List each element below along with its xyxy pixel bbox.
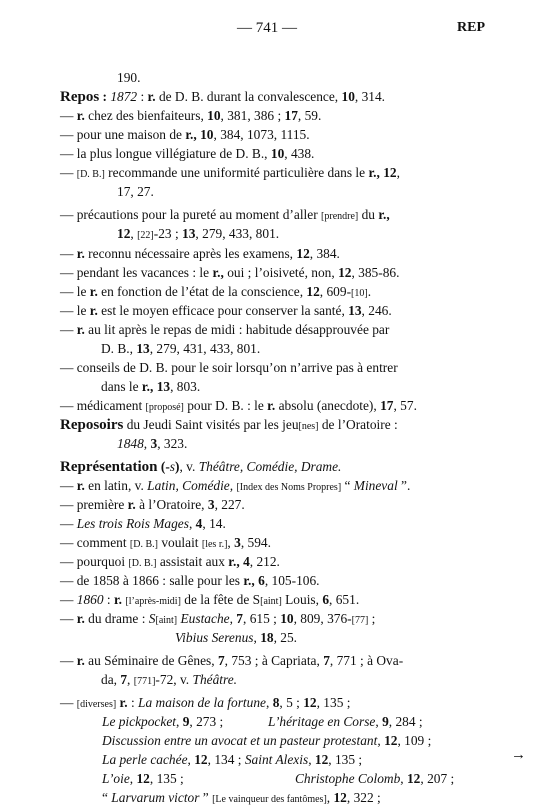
line-segment: chez des bienfaiteurs, [84, 108, 208, 123]
line-segment: D. B., [101, 341, 137, 356]
line-segment: — précautions pour la pureté au moment d’aller [60, 207, 322, 222]
line-segment: Larvarum victor [111, 790, 200, 805]
index-line [60, 125, 310, 144]
index-line [60, 571, 320, 590]
line-segment: [nes] [298, 421, 319, 432]
line-segment: 7 [120, 672, 128, 687]
line-segment: , [129, 771, 137, 786]
line-segment: , 135 ; [316, 695, 351, 710]
line-segment: 6 [322, 592, 330, 607]
line-segment: 18 [260, 630, 274, 645]
line-segment: [aint] [155, 615, 178, 626]
line-segment: — [60, 695, 77, 710]
index-line [60, 358, 398, 377]
line-segment: , [326, 790, 334, 805]
line-segment: du drame : [84, 611, 149, 626]
line-segment: r., [185, 127, 197, 142]
line-segment: , 771 ; à Ova- [329, 653, 404, 668]
index-line [60, 301, 392, 320]
index-line [60, 396, 417, 417]
line-segment: Vibius Serenus [175, 630, 254, 645]
line-segment: , [143, 436, 151, 451]
line-segment: recommande une uniformité particulière dans le [104, 165, 369, 180]
line-segment: [Le vainqueur des fantômes] [212, 794, 327, 805]
line-segment: — la plus longue villégiature de D. B., [60, 146, 271, 161]
line-segment: , [187, 752, 195, 767]
line-segment: 12 [303, 695, 317, 710]
line-segment: , 594. [240, 535, 271, 550]
line-segment: 17 [284, 108, 298, 123]
line-segment: 8 [272, 695, 280, 710]
line-segment: 9 [182, 714, 190, 729]
line-segment: r. [267, 398, 276, 413]
line-segment: Mineval [353, 478, 398, 493]
index-line [60, 163, 400, 184]
index-line [60, 106, 321, 125]
line-segment: “ [102, 790, 112, 805]
index-line [60, 205, 390, 226]
index-line [60, 651, 403, 670]
line-segment: , 323. [157, 436, 188, 451]
line-segment: r., [141, 379, 154, 394]
line-segment: — comment [60, 535, 130, 550]
line-segment: — conseils de D. B. pour le soir lorsqu’on n’arrive pas à entrer [60, 360, 398, 375]
line-segment: r. [76, 322, 85, 337]
index-line [295, 769, 454, 788]
line-segment: , 279, 431, 433, 801. [149, 341, 261, 356]
line-segment: au Séminaire de Gênes, [84, 653, 218, 668]
line-segment: 3 [234, 535, 241, 550]
line-segment: , 381, 386 ; [220, 108, 285, 123]
line-segment: , 279, 433, 801. [195, 226, 280, 241]
line-segment: r. [127, 497, 136, 512]
line-segment: 6 [258, 573, 265, 588]
line-segment: voulait [157, 535, 202, 550]
line-segment: [D. B.] [129, 539, 158, 550]
line-segment: Les trois Rois Mages [76, 516, 189, 531]
line-segment: [prendre] [321, 211, 359, 222]
line-segment: s [169, 459, 175, 474]
line-segment: r. [76, 108, 85, 123]
line-segment: dans le [101, 379, 142, 394]
index-line [268, 712, 423, 731]
line-segment: r. [76, 478, 85, 493]
line-segment: , 246. [361, 303, 392, 318]
line-segment: , [253, 630, 261, 645]
line-segment: est le moyen efficace pour conserver la santé, [97, 303, 349, 318]
line-segment: , [188, 516, 196, 531]
index-line [60, 514, 226, 533]
page-header [0, 18, 547, 38]
line-segment: La perle cachée [102, 752, 188, 767]
line-segment: 12 [338, 265, 352, 280]
line-segment: 12 [333, 790, 347, 805]
index-line [60, 693, 350, 714]
line-segment: — pendant les vacances : le [60, 265, 213, 280]
line-segment: absolu (anecdote), [275, 398, 381, 413]
line-segment: , 651. [329, 592, 360, 607]
line-segment: 1872 [110, 89, 138, 104]
line-segment: r. [89, 303, 98, 318]
line-segment: 12 [306, 284, 320, 299]
line-segment: , 322 ; [346, 790, 381, 805]
index-line [60, 533, 271, 554]
line-segment: Eustache [180, 611, 230, 626]
line-segment: , 212. [249, 554, 280, 569]
line-segment: L’oie [102, 771, 130, 786]
line-segment: 12 [406, 771, 421, 786]
line-segment: — première [60, 497, 128, 512]
line-segment: 4 [195, 516, 203, 531]
line-segment: , 135 ; [328, 752, 363, 767]
line-segment: du [358, 207, 379, 222]
line-segment: , 135 ; [149, 771, 184, 786]
line-segment: oui ; l’oisiveté, non, [223, 265, 339, 280]
line-segment: — [60, 516, 77, 531]
line-segment: 7 [236, 611, 243, 626]
line-segment: Christophe Colomb [295, 771, 401, 786]
line-segment: . [367, 284, 372, 299]
line-segment: , [377, 733, 385, 748]
line-segment: r. [119, 695, 128, 710]
line-segment: , [396, 165, 400, 180]
line-segment: , 57. [393, 398, 417, 413]
index-line [101, 670, 237, 691]
line-segment: r. [76, 653, 85, 668]
line-segment: : [103, 592, 114, 607]
line-segment: de la fête de S [180, 592, 261, 607]
line-segment: — de 1858 à 1866 : salle pour les [60, 573, 244, 588]
line-segment: r. [147, 89, 156, 104]
line-segment: — le [60, 284, 90, 299]
line-segment: 13 [156, 379, 171, 394]
line-segment: 7 [323, 653, 330, 668]
index-line [60, 87, 385, 107]
line-segment: r. [76, 246, 85, 261]
line-segment: 9 [382, 714, 389, 729]
line-segment: Louis, [281, 592, 323, 607]
line-segment: 17, 27. [117, 184, 154, 199]
line-segment: — [60, 478, 77, 493]
line-segment: au lit après le repas de midi : habitude désapprouvée par [84, 322, 390, 337]
line-segment: [diverses] [76, 699, 117, 710]
line-segment: , [130, 226, 138, 241]
line-segment: [771] [133, 676, 156, 687]
line-segment: 12 [194, 752, 208, 767]
line-segment: [l’après-midi] [125, 596, 181, 607]
line-segment: en fonction de l’état de la conscience, [97, 284, 307, 299]
index-line [60, 457, 341, 477]
line-segment: [77] [351, 615, 369, 626]
line-segment: ”. [397, 478, 411, 493]
line-segment: , v. [179, 459, 199, 474]
line-segment: du Jeudi Saint visités par les jeu [123, 417, 299, 432]
index-line [60, 415, 398, 436]
line-segment: , 615 ; [243, 611, 281, 626]
line-segment: : [127, 695, 139, 710]
line-segment: (- [160, 459, 170, 474]
line-segment: , [308, 752, 315, 767]
running-title: REP [457, 20, 485, 35]
index-line [102, 788, 381, 809]
index-line [60, 320, 389, 339]
line-segment: , 109 ; [397, 733, 432, 748]
line-segment: — médicament [60, 398, 146, 413]
index-line [60, 476, 410, 497]
line-segment: ) [175, 459, 180, 474]
line-segment: — [60, 246, 77, 261]
line-segment: [22] [137, 230, 154, 241]
line-segment: ; [368, 611, 376, 626]
index-line [102, 769, 184, 788]
line-segment: , [127, 672, 134, 687]
index-line [60, 590, 359, 611]
line-segment: , 134 ; [207, 752, 245, 767]
line-segment: , 385-86. [351, 265, 400, 280]
line-segment: [aint] [260, 596, 282, 607]
line-segment: , 284 ; [388, 714, 423, 729]
line-segment: La maison de la fortune [138, 695, 266, 710]
page-number: — 741 — [237, 20, 297, 36]
line-segment: 3 [150, 436, 158, 451]
line-segment: 12 [296, 246, 310, 261]
line-segment: 12 [384, 733, 398, 748]
line-segment: , 314. [354, 89, 386, 104]
index-line [60, 552, 280, 573]
line-segment: , [229, 611, 237, 626]
line-segment: à l’Oratoire, [135, 497, 208, 512]
line-segment: — [60, 592, 77, 607]
line-segment: , [400, 771, 407, 786]
index-line [60, 263, 399, 282]
line-segment: [D. B.] [128, 558, 157, 569]
line-segment: — [60, 611, 77, 626]
index-line [117, 182, 154, 201]
line-segment: 13 [182, 226, 196, 241]
line-segment: 12 [136, 771, 150, 786]
index-line [101, 339, 260, 358]
line-segment: Repos [60, 89, 100, 105]
index-line [117, 68, 140, 87]
line-segment: — [60, 108, 77, 123]
index-line [60, 495, 245, 514]
line-segment: -23 ; [153, 226, 183, 241]
line-segment: [Index des Noms Propres] [236, 482, 342, 493]
line-segment: de l’Oratoire : [318, 417, 398, 432]
line-segment: Le pickpocket [102, 714, 176, 729]
line-segment: Saint Alexis [244, 752, 309, 767]
line-segment: : [99, 89, 111, 104]
index-line [60, 144, 314, 163]
line-segment: 10 [270, 146, 285, 161]
line-segment: r. [113, 592, 123, 607]
index-line [175, 628, 297, 647]
line-segment: da, [101, 672, 121, 687]
line-segment: 12 [117, 226, 131, 241]
line-segment: , 753 ; à Capriata, [224, 653, 324, 668]
line-segment: , 227. [214, 497, 245, 512]
line-segment: r., [228, 554, 240, 569]
line-segment: [D. B.] [76, 169, 105, 180]
line-segment: r., [368, 165, 380, 180]
line-segment: — le [60, 303, 90, 318]
line-segment: S [148, 611, 156, 626]
line-segment: — [60, 165, 77, 180]
index-line [117, 434, 187, 453]
line-segment: r., [378, 207, 390, 222]
line-segment: , 25. [273, 630, 298, 645]
line-segment: , 384. [309, 246, 340, 261]
index-line [101, 377, 200, 396]
line-segment: 7 [217, 653, 225, 668]
line-segment: [10] [351, 288, 368, 299]
line-segment: — [60, 322, 77, 337]
line-segment: — pour une maison de [60, 127, 186, 142]
line-segment: , 809, 376- [293, 611, 352, 626]
line-segment: , 207 ; [420, 771, 455, 786]
line-segment: , [266, 695, 273, 710]
line-segment: , 105-106. [264, 573, 320, 588]
line-segment: Théâtre, Comédie, Drame. [198, 459, 342, 474]
line-segment: Reposoirs [60, 417, 124, 433]
line-segment: 10 [200, 127, 214, 142]
line-segment: , 5 ; [279, 695, 304, 710]
line-segment: , [227, 535, 235, 550]
index-line [102, 750, 362, 769]
line-segment: 10 [341, 89, 355, 104]
index-line [60, 609, 375, 630]
continuation-arrow-icon: → [511, 747, 526, 763]
line-segment: 12 [383, 165, 397, 180]
line-segment: [les r.] [201, 539, 228, 550]
line-segment: r., [243, 573, 255, 588]
line-segment: Discussion entre un avocat et un pasteur protestant [102, 733, 378, 748]
line-segment: r. [89, 284, 98, 299]
line-segment: r., [212, 265, 224, 280]
line-segment: 13 [348, 303, 362, 318]
line-segment: ” [199, 790, 213, 805]
line-segment: 1860 [76, 592, 104, 607]
line-segment: 10 [207, 108, 221, 123]
line-segment: pour D. B. : le [183, 398, 268, 413]
line-segment: 10 [280, 611, 294, 626]
line-segment: , 14. [202, 516, 226, 531]
line-segment: 190. [117, 70, 141, 85]
line-segment: de D. B. durant la convalescence, [155, 89, 342, 104]
line-segment: 4 [243, 554, 250, 569]
line-segment: , 609- [319, 284, 352, 299]
index-line [102, 731, 431, 750]
line-segment: “ [341, 478, 354, 493]
line-segment: — [60, 653, 77, 668]
line-segment: , 384, 1073, 1115. [213, 127, 310, 142]
index-line [60, 244, 340, 263]
line-segment: 13 [136, 341, 150, 356]
line-segment: : [137, 89, 148, 104]
line-segment: -72, v. [155, 672, 193, 687]
line-segment: 3 [207, 497, 215, 512]
line-segment: , 273 ; [189, 714, 224, 729]
line-segment: Latin, Comédie, [147, 478, 234, 493]
line-segment: , [175, 714, 183, 729]
line-segment: L’héritage en Corse [268, 714, 376, 729]
line-segment: reconnu nécessaire après les examens, [84, 246, 297, 261]
line-segment: , 59. [297, 108, 322, 123]
line-segment: en latin, v. [84, 478, 148, 493]
index-line [102, 712, 223, 731]
line-segment: r. [76, 611, 85, 626]
line-segment: 1848 [117, 436, 144, 451]
line-segment: 12 [314, 752, 329, 767]
line-segment: assistait aux [156, 554, 229, 569]
line-segment: Représentation [60, 459, 158, 475]
line-segment: , 803. [170, 379, 201, 394]
line-segment: [proposé] [145, 402, 184, 413]
line-segment: , [375, 714, 383, 729]
line-segment: Théâtre. [192, 672, 238, 687]
line-segment: 17 [380, 398, 394, 413]
index-line [117, 224, 279, 245]
line-segment: , 438. [284, 146, 315, 161]
line-segment: — pourquoi [60, 554, 129, 569]
index-line [60, 282, 371, 303]
